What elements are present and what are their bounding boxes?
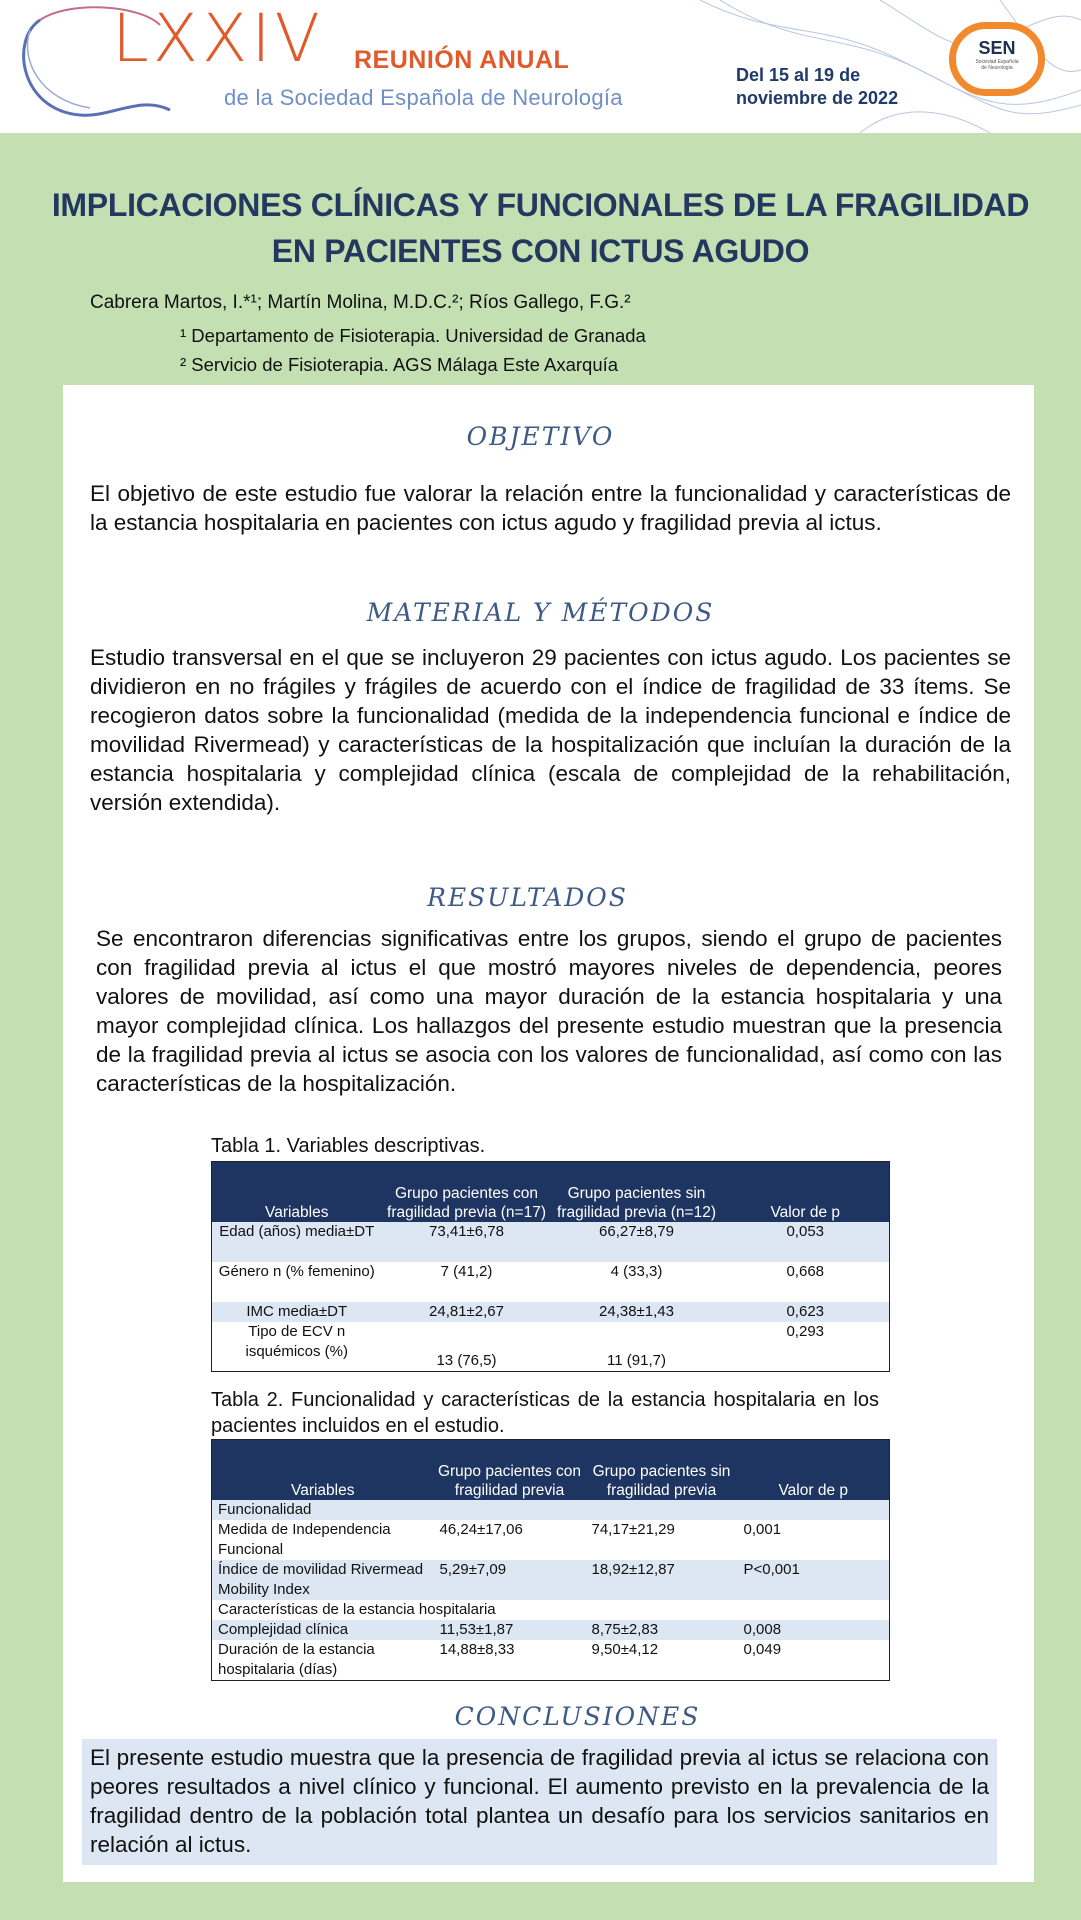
table1-caption: Tabla 1. Variables descriptivas. — [211, 1135, 486, 1157]
sen-logo — [949, 22, 1045, 96]
table-cell: Género n (% femenino) — [218, 1262, 375, 1280]
table-cell: Medida de Independencia Funcional — [218, 1520, 391, 1558]
table-cell: 0,293 — [786, 1322, 825, 1340]
table-cell: IMC media±DT — [212, 1302, 382, 1322]
table-cell: 24,38±1,43 — [552, 1302, 722, 1322]
table-cell: Índice de movilidad Rivermead Mobility Index — [212, 1560, 434, 1600]
heading-conclusiones: CONCLUSIONES — [454, 1702, 701, 1731]
table-cell: Tipo de ECV n isquémicos (%) — [245, 1322, 349, 1360]
table-row — [212, 1302, 890, 1322]
affiliation-2: ² Servicio de Fisioterapia. AGS Málaga Este Axarquía — [180, 354, 619, 375]
heading-objetivo: OBJETIVO — [466, 422, 615, 451]
text-objetivo: El objetivo de este estudio fue valorar la relación entre la funcionalidad y características de la estancia hospitalaria en pacientes con ictus agudo y fragilidad previa al ictus. — [90, 481, 1011, 535]
table1-header: Grupo pacientes sin fragilidad previa (n=12) — [552, 1162, 722, 1222]
dates-line-2: noviembre de 2022 — [736, 88, 899, 108]
table-cell: 66,27±8,79 — [552, 1222, 722, 1262]
table-cell: 14,88±8,33 — [439, 1640, 515, 1658]
table-functionality — [211, 1439, 890, 1681]
conference-header — [0, 0, 1081, 133]
table-cell: 11 (91,7) — [607, 1352, 666, 1369]
sen-logo-sub2: de Neurología — [981, 65, 1013, 71]
table1-header: Valor de p — [722, 1162, 890, 1222]
table-section-label: Funcionalidad — [212, 1500, 890, 1520]
table-row — [212, 1262, 890, 1302]
conference-dates — [736, 64, 926, 110]
meeting-name: REUNIÓN ANUAL — [354, 46, 570, 74]
table1-header: Variables — [212, 1162, 382, 1222]
table-section-row — [212, 1500, 890, 1520]
table-cell: Edad (años) media±DT — [212, 1222, 382, 1262]
table2-header: Valor de p — [738, 1440, 890, 1500]
poster-title — [30, 182, 1051, 274]
table-cell: 11,53±1,87 — [434, 1620, 586, 1640]
title-line-2: EN PACIENTES CON ICTUS AGUDO — [271, 233, 810, 269]
sen-logo-sub1: Sociedad Española — [975, 59, 1019, 65]
table-section-label: Características de la estancia hospitalaria — [218, 1600, 496, 1618]
text-conclusiones: El presente estudio muestra que la presencia de fragilidad previa al ictus se relaciona con peores resultados a nivel clínico y funcional. El aumento previsto en la prevalencia de la fragilidad dentro de la población total plantea un desafío para los servicios sanitarios en relación al ictus. — [82, 1739, 997, 1865]
table-row — [212, 1322, 890, 1372]
text-resultados: Se encontraron diferencias significativas entre los grupos, siendo el grupo de pacientes con fragilidad previa al ictus el que mostró mayores niveles de dependencia, peores valores de movilidad, así como una mayor duración de la estancia hospitalaria y una mayor complejidad clínica. Los hallazgos del presente estudio muestran que la presencia de la fragilidad previa al ictus se asocia con los valores de funcionalidad, así como con las características de la hospitalización. — [96, 926, 1002, 1096]
table-cell: 46,24±17,06 — [439, 1520, 523, 1538]
dates-line-1: Del 15 al 19 de — [736, 65, 861, 85]
authors: Cabrera Martos, I.*¹; Martín Molina, M.D.C.²; Ríos Gallego, F.G.² — [90, 292, 631, 313]
table-cell: Duración de la estancia hospitalaria (días) — [218, 1640, 375, 1678]
table-descriptive — [211, 1161, 890, 1372]
table-cell: 18,92±12,87 — [586, 1560, 738, 1600]
heading-resultados: RESULTADOS — [427, 883, 628, 912]
table-cell: 0,053 — [722, 1222, 890, 1262]
affiliation-1: ¹ Departamento de Fisioterapia. Universidad de Granada — [180, 325, 646, 346]
table-cell: P<0,001 — [738, 1560, 890, 1600]
table2-header: Grupo pacientes sin fragilidad previa — [586, 1440, 738, 1500]
table-cell: 73,41±6,78 — [382, 1222, 552, 1262]
table-cell: 0,049 — [743, 1640, 782, 1658]
table-cell: 13 (76,5) — [436, 1352, 497, 1369]
title-line-1: IMPLICACIONES CLÍNICAS Y FUNCIONALES DE LA FRAGILIDAD — [51, 187, 1030, 223]
table-cell: 9,50±4,12 — [591, 1640, 659, 1658]
table2-caption: Tabla 2. Funcionalidad y características de la estancia hospitalaria en los pacientes incluidos en el estudio. — [211, 1389, 879, 1437]
table-row — [212, 1520, 890, 1560]
table-cell: 8,75±2,83 — [586, 1620, 738, 1640]
table-cell: 5,29±7,09 — [434, 1560, 586, 1600]
table-cell: 0,001 — [743, 1520, 782, 1538]
table1-header: Grupo pacientes con fragilidad previa (n=17) — [382, 1162, 552, 1222]
table-row — [212, 1560, 890, 1600]
table2-header: Variables — [212, 1440, 434, 1500]
table-cell: 0,008 — [738, 1620, 890, 1640]
table-cell: 24,81±2,67 — [382, 1302, 552, 1322]
table2-header-row — [212, 1440, 890, 1500]
heading-metodos: MATERIAL Y MÉTODOS — [366, 598, 715, 627]
table2-header: Grupo pacientes con fragilidad previa — [434, 1440, 586, 1500]
table-cell: Complejidad clínica — [212, 1620, 434, 1640]
sen-logo-text: SEN — [978, 38, 1016, 58]
table-cell: 4 (33,3) — [610, 1262, 663, 1280]
table-row — [212, 1222, 890, 1262]
table-cell: 0,668 — [786, 1262, 825, 1280]
text-metodos: Estudio transversal en el que se incluyeron 29 pacientes con ictus agudo. Los pacientes se dividieron en no frágiles y frágiles de acuerdo con el índice de fragilidad de 33 ítems. Se recogieron datos sobre la funcionalidad (medida de la independencia funcional e índice de movilidad Rivermead) y características de la hospitalización que incluían la duración de la estancia hospitalaria y complejidad clínica (escala de complejidad de la rehabilitación, versión extendida). — [90, 645, 1011, 815]
edition-number: LXXIV — [112, 0, 324, 77]
table-cell: 7 (41,2) — [440, 1262, 493, 1280]
society-name: de la Sociedad Española de Neurología — [224, 85, 623, 110]
table-cell: 74,17±21,29 — [591, 1520, 675, 1538]
table1-header-row — [212, 1162, 890, 1222]
table-row — [212, 1620, 890, 1640]
table-section-row — [212, 1600, 890, 1620]
table-cell: 0,623 — [722, 1302, 890, 1322]
table-row — [212, 1640, 890, 1681]
